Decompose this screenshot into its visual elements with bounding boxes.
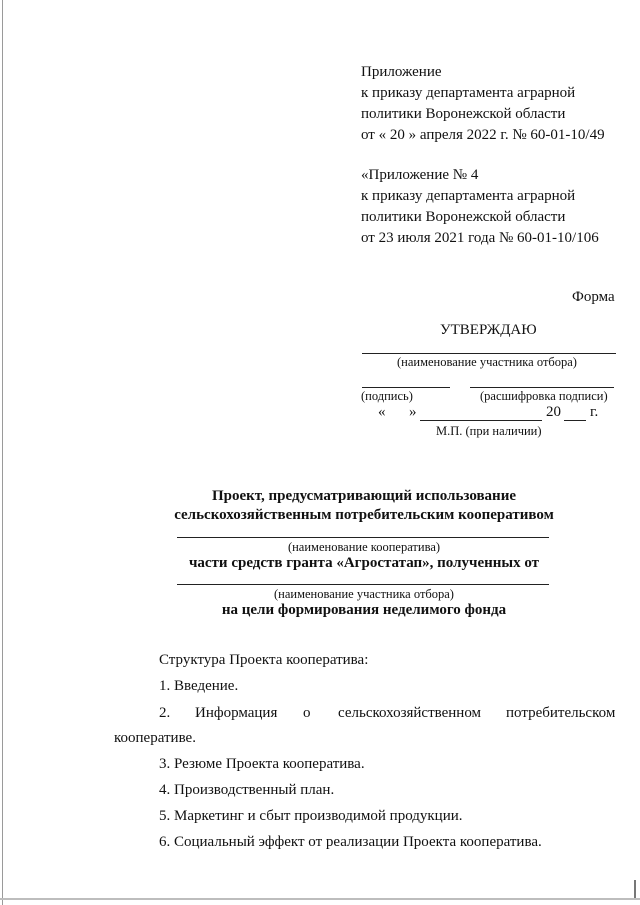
participant-line xyxy=(362,353,616,354)
structure-item-5: 5. Маркетинг и сбыт производимой продукции. xyxy=(159,808,463,824)
participant-name-line xyxy=(177,584,549,585)
appendix-line: к приказу департамента аграрной xyxy=(361,85,576,101)
year-suffix: г. xyxy=(590,404,599,420)
date-month-line xyxy=(420,420,542,421)
structure-item-4: 4. Производственный план. xyxy=(159,782,335,798)
project-title-line1: Проект, предусматривающий использование xyxy=(211,488,516,504)
coop-caption: (наименование кооператива) xyxy=(287,540,441,554)
year-prefix: 20 xyxy=(546,404,561,420)
project-title-line4: на цели формирования неделимого фонда xyxy=(221,602,507,618)
page-edge-left xyxy=(2,0,3,905)
decoding-line xyxy=(470,387,614,388)
structure-item-2-cont: кооперативе. xyxy=(114,730,196,746)
structure-item-2-word: Информация xyxy=(195,705,278,721)
structure-item-2-number: 2. xyxy=(159,705,171,721)
structure-item-2-word: потребительском xyxy=(506,705,616,721)
signature-line xyxy=(362,387,450,388)
coop-name-line xyxy=(177,537,549,538)
appendix4-block xyxy=(361,165,599,249)
date-open-quote: « xyxy=(378,404,386,420)
appendix4-line: политики Воронежской области xyxy=(361,209,566,225)
page-edge-right xyxy=(634,880,636,898)
appendix4-line: от 23 июля 2021 года № 60-01-10/106 xyxy=(361,230,599,246)
stamp-caption: М.П. (при наличии) xyxy=(436,424,542,438)
structure-item-1: 1. Введение. xyxy=(159,678,239,694)
participant-name-caption: (наименование участника отбора) xyxy=(274,587,454,601)
appendix-line: Приложение xyxy=(361,64,442,80)
appendix-line: политики Воронежской области xyxy=(361,106,566,122)
participant-caption: (наименование участника отбора) xyxy=(397,355,577,369)
appendix-block xyxy=(361,62,605,146)
date-close-quote: » xyxy=(409,404,417,420)
project-title-line3: части средств гранта «Агростатап», полученных от xyxy=(188,555,540,571)
year-line xyxy=(564,420,586,421)
structure-item-2-word: сельскохозяйственном xyxy=(338,705,482,721)
page-edge-bottom xyxy=(0,898,640,900)
decoding-caption: (расшифровка подписи) xyxy=(480,389,608,403)
structure-item-3: 3. Резюме Проекта кооператива. xyxy=(159,756,365,772)
appendix4-line: к приказу департамента аграрной xyxy=(361,188,576,204)
form-label: Форма xyxy=(572,289,615,305)
signature-caption: (подпись) xyxy=(361,389,413,403)
structure-intro: Структура Проекта кооператива: xyxy=(159,652,369,668)
project-title-line2: сельскохозяйственным потребительским кооперативом xyxy=(174,507,554,523)
appendix-line: от « 20 » апреля 2022 г. № 60-01-10/49 xyxy=(361,127,605,143)
structure-item-2-word: о xyxy=(303,705,311,721)
structure-item-6: 6. Социальный эффект от реализации Проекта кооператива. xyxy=(159,834,542,850)
approval-title: УТВЕРЖДАЮ xyxy=(440,322,537,338)
appendix4-line: «Приложение № 4 xyxy=(361,167,479,183)
